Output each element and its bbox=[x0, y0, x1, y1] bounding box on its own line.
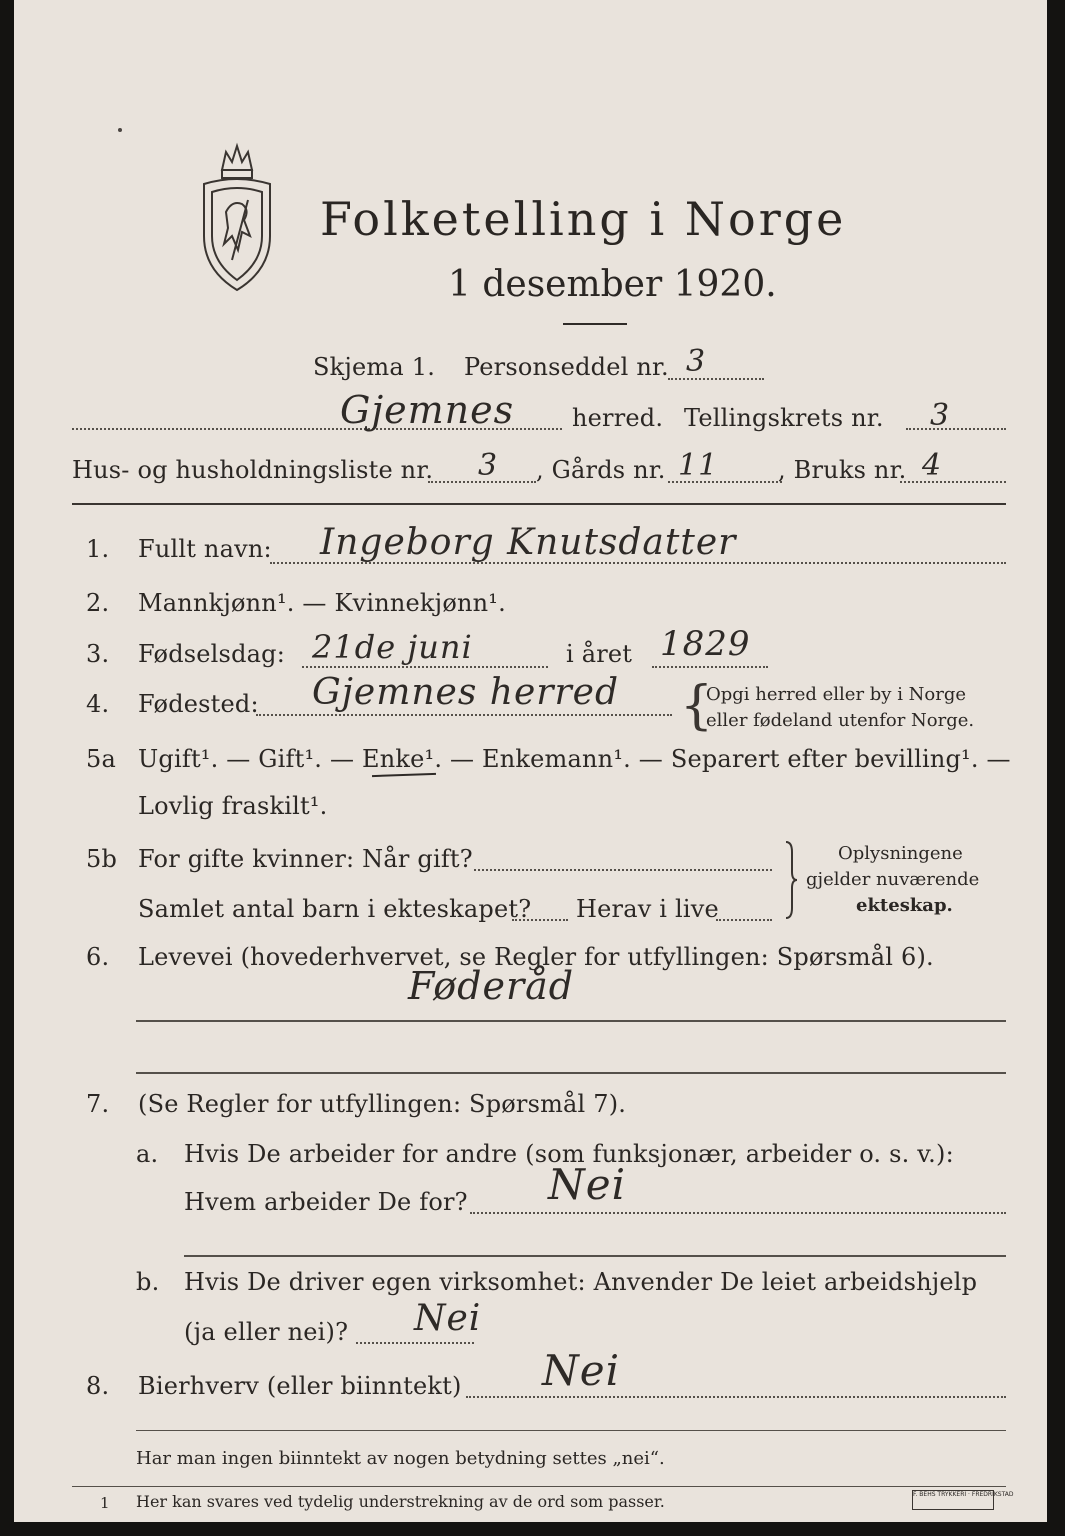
q1-number: 1. bbox=[86, 535, 110, 563]
q4-label: Fødested: bbox=[138, 690, 259, 718]
q5b-number: 5b bbox=[86, 845, 118, 873]
footer-note: Har man ingen biinntekt av nogen betydning settes „nei“. bbox=[136, 1448, 665, 1469]
q5a-label-line2: Lovlig fraskilt¹. bbox=[138, 792, 328, 820]
q4-number: 4. bbox=[86, 690, 110, 718]
footer-separator bbox=[136, 1430, 1006, 1431]
q3-date-line bbox=[302, 666, 548, 668]
census-date: 1 desember 1920. bbox=[448, 264, 777, 305]
herred-value: Gjemnes bbox=[340, 388, 515, 432]
q8-number: 8. bbox=[86, 1372, 110, 1400]
q5b-note-line2: gjelder nuværende bbox=[806, 869, 980, 890]
q7-label: (Se Regler for utfyllingen: Spørsmål 7). bbox=[138, 1090, 627, 1118]
q7a-line bbox=[470, 1212, 1006, 1214]
gards-label: , Gårds nr. bbox=[536, 456, 666, 484]
q5b-alive-line bbox=[716, 919, 772, 921]
personseddel-line bbox=[668, 378, 764, 380]
q8-value: Nei bbox=[542, 1346, 621, 1395]
bruks-label: , Bruks nr. bbox=[778, 456, 907, 484]
personseddel-label: Personseddel nr. bbox=[464, 353, 669, 381]
liste-label: Hus- og husholdningsliste nr. bbox=[72, 456, 434, 484]
q3-year-line bbox=[652, 666, 768, 668]
q5a-label-line1: Ugift¹. — Gift¹. — Enke¹. — Enkemann¹. — Separert efter bevilling¹. — bbox=[138, 745, 1011, 773]
q4-note-brace: { bbox=[680, 676, 714, 736]
personseddel-value: 3 bbox=[686, 344, 707, 379]
q5a-enke-underline bbox=[372, 773, 436, 777]
q5b-note-line1: Oplysningene bbox=[838, 843, 963, 864]
q6-number: 6. bbox=[86, 943, 110, 971]
tellingskrets-line bbox=[906, 428, 1006, 430]
q3-year-value: 1829 bbox=[660, 624, 751, 664]
q1-value: Ingeborg Knutsdatter bbox=[320, 522, 737, 563]
q4-value: Gjemnes herred bbox=[312, 672, 620, 713]
scan-edge-right bbox=[1047, 0, 1065, 1536]
q5a-number: 5a bbox=[86, 745, 116, 773]
q5b-married-line bbox=[474, 869, 772, 871]
q3-value: 21de juni bbox=[312, 628, 473, 666]
q8-label: Bierhverv (eller biinntekt) bbox=[138, 1372, 462, 1400]
q3-number: 3. bbox=[86, 640, 110, 668]
printer-stamp-text: F. BEHS TRYKKERI · FREDRIKSTAD bbox=[913, 1491, 1014, 1498]
q7a-letter: a. bbox=[136, 1140, 159, 1168]
coat-of-arms-icon bbox=[192, 140, 282, 295]
scan-edge-bottom bbox=[0, 1522, 1065, 1536]
q7b-line2: (ja eller nei)? bbox=[184, 1318, 349, 1346]
q5b-label-line2: Samlet antal barn i ekteskapet? bbox=[138, 895, 532, 923]
q6-value: Føderåd bbox=[408, 964, 575, 1008]
footnote-separator bbox=[72, 1486, 1006, 1487]
q7a-line-extra bbox=[184, 1255, 1006, 1257]
q5b-note-line3: ekteskap. bbox=[856, 895, 953, 916]
herred-label: herred. bbox=[572, 404, 664, 432]
q5b-label-line1: For gifte kvinner: Når gift? bbox=[138, 845, 473, 873]
q7a-line2: Hvem arbeider De for? bbox=[184, 1188, 468, 1216]
q7a-value: Nei bbox=[548, 1160, 627, 1209]
q7a-line1: Hvis De arbeider for andre (som funksjonær, arbeider o. s. v.): bbox=[184, 1140, 954, 1168]
q1-label: Fullt navn: bbox=[138, 535, 272, 563]
q4-note-line1: Opgi herred eller by i Norge bbox=[706, 684, 967, 705]
title-divider bbox=[563, 323, 627, 325]
bruks-line bbox=[900, 481, 1006, 483]
tellingskrets-value: 3 bbox=[930, 398, 951, 433]
q2-label: Mannkjønn¹. — Kvinnekjønn¹. bbox=[138, 589, 506, 617]
q3-label: Fødselsdag: bbox=[138, 640, 285, 668]
q5b-herav-label: Herav i live bbox=[576, 895, 719, 923]
q8-line bbox=[466, 1396, 1006, 1398]
scan-edge-left bbox=[0, 0, 14, 1536]
q3-year-label: i året bbox=[566, 640, 633, 668]
q4-line bbox=[256, 714, 672, 716]
printer-stamp bbox=[912, 1490, 1014, 1510]
schema-label: Skjema 1. bbox=[313, 353, 436, 381]
q6-label: Levevei (hovederhvervet, se Regler for utfyllingen: Spørsmål 6). bbox=[138, 943, 934, 971]
q5b-children-line bbox=[512, 919, 568, 921]
bruks-value: 4 bbox=[922, 448, 943, 483]
paper-speck bbox=[118, 128, 122, 132]
q7b-line bbox=[356, 1342, 474, 1344]
q4-note-line2: eller fødeland utenfor Norge. bbox=[706, 710, 975, 731]
q7-number: 7. bbox=[86, 1090, 110, 1118]
footnote-text: Her kan svares ved tydelig understrekning av de ord som passer. bbox=[136, 1492, 665, 1511]
header-separator bbox=[72, 503, 1006, 505]
gards-value: 11 bbox=[678, 448, 719, 483]
q7b-letter: b. bbox=[136, 1268, 160, 1296]
tellingskrets-label: Tellingskrets nr. bbox=[684, 404, 884, 432]
q7b-value: Nei bbox=[414, 1298, 482, 1339]
q6-line2 bbox=[136, 1072, 1006, 1074]
liste-value: 3 bbox=[478, 448, 499, 483]
q7b-line1: Hvis De driver egen virksomhet: Anvender De leiet arbeidshjelp bbox=[184, 1268, 978, 1296]
q2-number: 2. bbox=[86, 589, 110, 617]
q6-line1 bbox=[136, 1020, 1006, 1022]
footnote-number: 1 bbox=[100, 1494, 110, 1512]
form-title: Folketelling i Norge bbox=[320, 192, 847, 246]
q5b-note-brace bbox=[784, 840, 798, 920]
